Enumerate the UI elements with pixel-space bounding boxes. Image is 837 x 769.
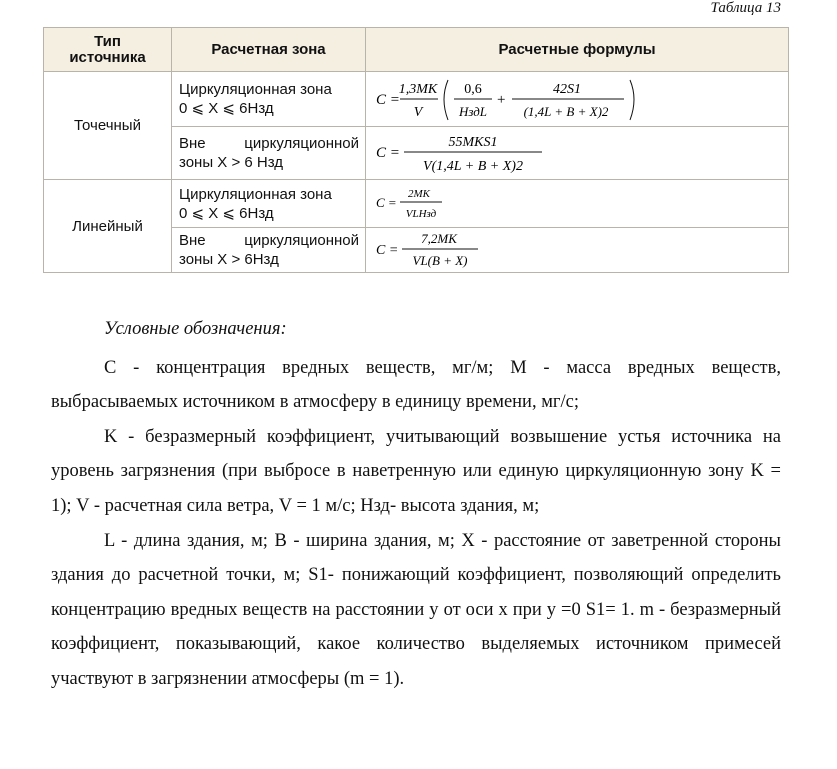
table-caption: Таблица 13 [710, 0, 781, 16]
zone-line2: зоны X > 6Hзд [179, 251, 279, 268]
zone-line2: зоны X > 6 Hзд [179, 154, 284, 171]
zone-line1: Вне циркуляционной [179, 232, 359, 249]
table-header-row [44, 28, 789, 72]
formula-table [43, 27, 789, 273]
header-formulas: Расчетные формулы [366, 28, 789, 72]
formula-numerator: 1,3MK [398, 82, 438, 97]
zone-cell [172, 127, 366, 180]
formula-denominator: VL(B + X) [412, 253, 468, 268]
formula-numerator: 0,6 [464, 82, 482, 97]
svg-text:C =: C = [376, 145, 400, 161]
formula-point-inner [374, 74, 674, 124]
formula-line-outer [374, 230, 674, 270]
zone-line1: Вне циркуляционной [179, 135, 359, 152]
formula-point-outer [374, 129, 674, 177]
table-row [44, 180, 789, 228]
formula-denominator: VLHзд [405, 207, 437, 220]
formula-lhs: C = [376, 92, 400, 108]
formula-line-inner [374, 183, 674, 225]
formula-cell [366, 228, 789, 273]
zone-cell [172, 72, 366, 127]
zone-line2: 0 ⩽ X ⩽ 6Hзд [179, 100, 274, 117]
formula-denominator: (1,4L + B + X)2 [523, 104, 609, 119]
legend-title: Условные обозначения: [104, 319, 287, 339]
svg-text:C =: C = [376, 243, 399, 258]
table-row [44, 72, 789, 127]
paragraph-1: C - концентрация вредных веществ, мг/м; M - масса вредных веществ, выбрасываемых источником в атмосферу в единицу времени, мг/с; [51, 357, 781, 413]
formula-cell [366, 180, 789, 228]
header-source-type: Тип источника [44, 28, 172, 72]
paragraph-3: L - длина здания, м; B - ширина здания, м; X - расстояние от заветренной стороны здания до расчетной точки, м; S1- понижающий коэффициент, позволяющий определить концентрацию вредных веществ на расстоянии y от оси x при y =0 S1= 1. m - безразмерный коэффициент, показывающий, какое количество выделяемых источником примесей участвуют в загрязнении атмосферы (m = 1). [51, 530, 781, 689]
formula-numerator: 55MKS1 [448, 135, 498, 150]
zone-line1: Циркуляционная зона [179, 185, 332, 203]
source-type-cell: Линейный [44, 180, 172, 273]
svg-text:+: + [497, 92, 506, 108]
formula-numerator: 42S1 [553, 82, 581, 97]
formula-denominator: HздL [458, 104, 488, 119]
zone-cell [172, 228, 366, 273]
formula-numerator: 7,2MK [421, 231, 457, 246]
zone-line1: Циркуляционная зона [179, 81, 332, 98]
paragraph-2: K - безразмерный коэффициент, учитывающий возвышение устья источника на уровень загрязнения (при выбросе в наветренную или единую циркуляционную зону K = 1); V - расчетная сила ветра, V = 1 м/с; Hзд- высота здания, м; [51, 426, 781, 516]
formula-numerator: 2MK [408, 187, 430, 200]
svg-text:C =: C = [376, 194, 397, 210]
header-zone: Расчетная зона [172, 28, 366, 72]
formula-cell [366, 72, 789, 127]
zone-line2: 0 ⩽ X ⩽ 6Hзд [179, 204, 274, 222]
source-type-cell: Точечный [44, 72, 172, 180]
zone-cell [172, 180, 366, 228]
formula-cell [366, 127, 789, 180]
formula-denominator: V(1,4L + B + X)2 [423, 159, 523, 174]
formula-denominator: V [413, 105, 423, 120]
legend-section [51, 312, 781, 697]
